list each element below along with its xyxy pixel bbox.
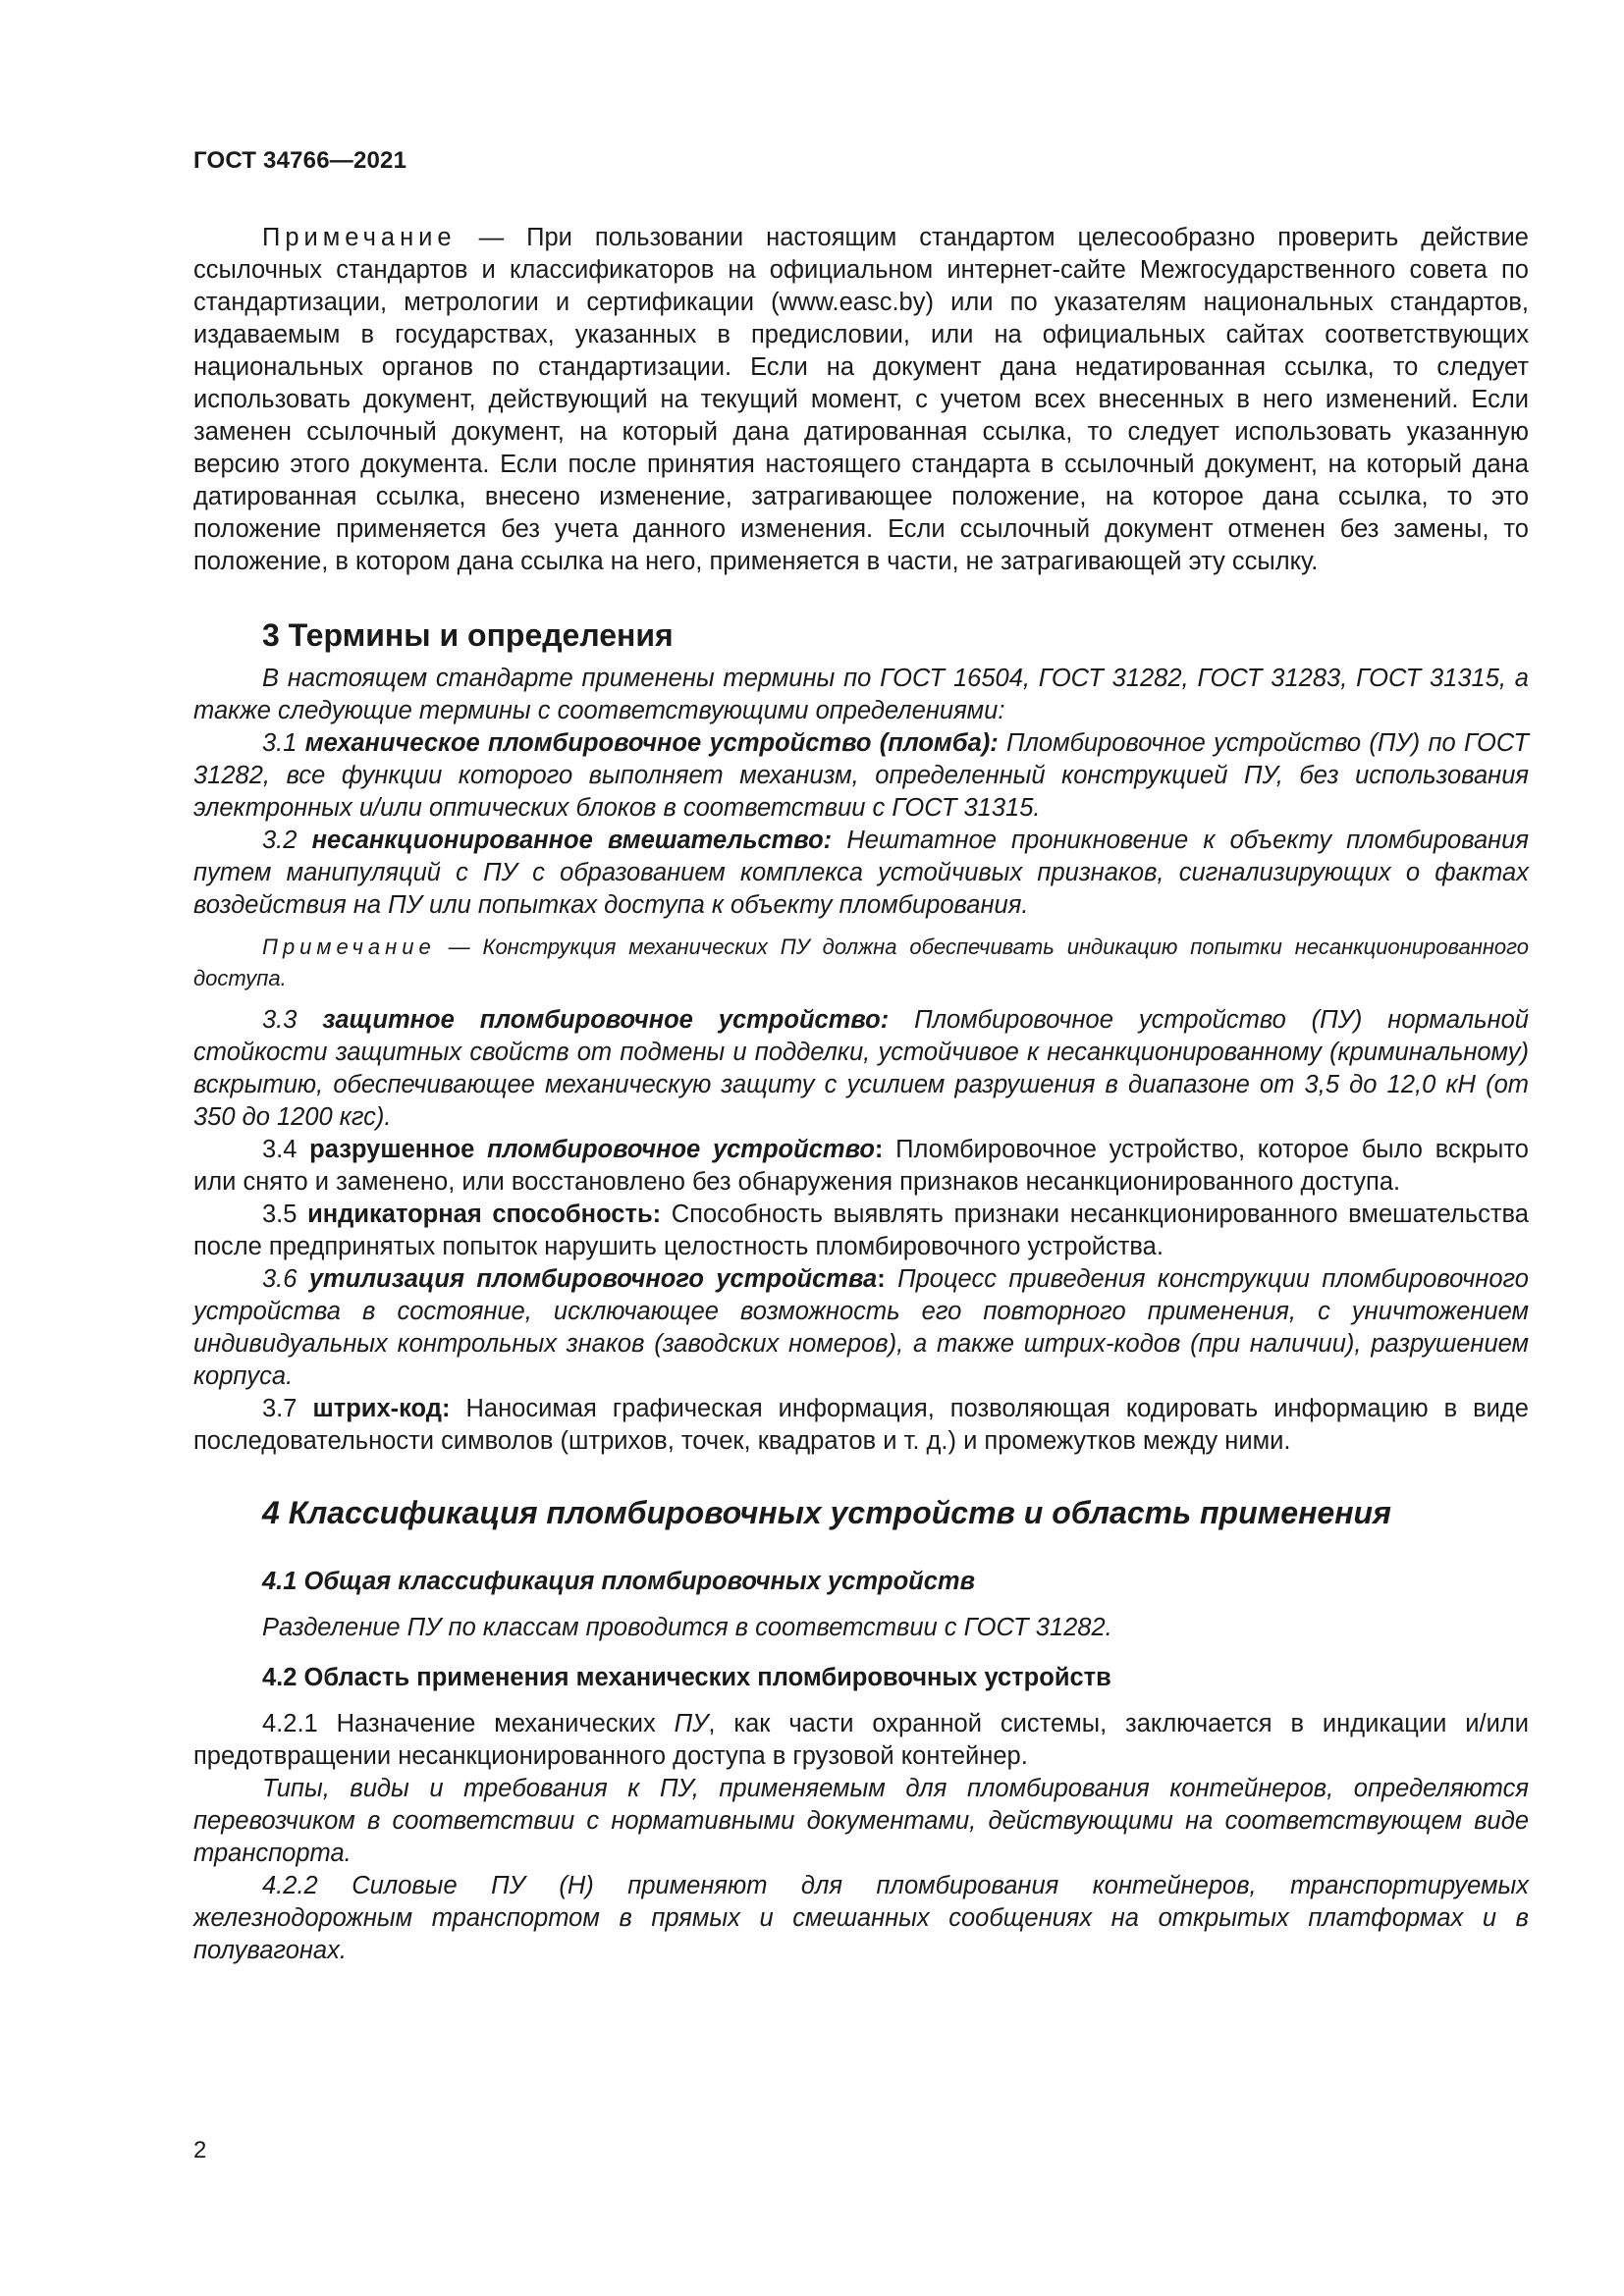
term-3-1-name: механическое пломбировочное устройство (пломба): [304, 729, 999, 757]
term-note: Примечание — Конструкция механических ПУ должна обеспечивать индикацию попытки несанкционированного доступа. [193, 934, 1529, 990]
section-4-title: 4 Классификация пломбировочных устройств и область применения [262, 1495, 1391, 1530]
subsection-4-2-title: 4.2 Область применения механических пломбировочных устройств [262, 1664, 1111, 1691]
subsection-4-1-text: Разделение ПУ по классам проводится в соответствии с ГОСТ 31282. [262, 1614, 1112, 1641]
term-3-5-name: индикаторная способность: [307, 1201, 662, 1228]
note-text: — При пользовании настоящим стандартом целесообразно проверить действие ссылочных стандартов и классификаторов на официальном интернет-сайте Межгосударственного совета по стандартизации, метрологии и сертификации (www.easc.by) или по указателям национальных стандартов, издаваемым в государствах, указанных в предисловии, или на официальных сайтах соответствующих национальных органов по стандартизации. Если на документ дана недатированная ссылка, то следует использовать документ, действующий на текущий момент, с учетом всех внесенных в него изменений. Если заменен ссылочный документ, на который дана датированная ссылка, то следует использовать указанную версию этого документа. Если после принятия настоящего стандарта в ссылочный документ, на который дана датированная ссылка, внесено изменение, затрагивающее положение, на которое дана ссылка, то это положение применяется без учета данного изменения. Если ссылочный документ отменен без замены, то положение, в котором дана ссылка на него, применяется в части, не затрагивающей эту ссылку. [193, 224, 1529, 575]
section-3-intro: В настоящем стандарте применены термины по ГОСТ 16504, ГОСТ 31282, ГОСТ 31283, ГОСТ 31315, а также следующие термины с соответствующими определениями: [193, 665, 1529, 724]
term-3-6-name: утилизация пломбировочного устройства [308, 1265, 878, 1293]
paragraph-4-2-1: 4.2.1 Назначение механических ПУ, как части охранной системы, заключается в индикации и/или предотвращении несанкционированного доступа в грузовой контейнер. [193, 1710, 1529, 1770]
paragraph-4-2-1-cont: Типы, виды и требования к ПУ, применяемым для пломбирования контейнеров, определяются перевозчиком в соответствии с нормативными документами, действующими на соответствующем виде транспорта. [193, 1775, 1529, 1867]
term-3-2-name: несанкционированное вмешательство: [311, 827, 833, 854]
term-3-3-name: защитное пломбировочное устройство: [322, 1006, 890, 1034]
term-3-5: 3.5 индикаторная способность: Способность выявлять признаки несанкционированного вмешательства после предпринятых попыток нарушить целостность пломбировочного устройства. [193, 1201, 1529, 1260]
note-label: Примечание [262, 224, 457, 251]
term-3-4-name-b: пломбировочное устройство [487, 1136, 875, 1163]
term-3-1: 3.1 механическое пломбировочное устройство (пломба): Пломбировочное устройство (ПУ) по ГОСТ 31282, все функции которого выполняет механизм, определенный конструкцией ПУ, без использования электронных и/или оптических блоков в соответствии с ГОСТ 31315. [193, 729, 1529, 822]
term-3-3: 3.3 защитное пломбировочное устройство: Пломбировочное устройство (ПУ) нормальной стойкости защитных свойств от подмены и подделки, устойчивое к несанкционированному (криминальному) вскрытию, обеспечивающее механическую защиту с усилием разрушения в диапазоне от 3,5 до 12,0 кН (от 350 до 1200 кгс). [193, 1006, 1529, 1131]
term-3-2: 3.2 несанкционированное вмешательство: Нештатное проникновение к объекту пломбирования путем манипуляций с ПУ с образованием комплекса устойчивых признаков, сигнализирующих о фактах воздействия на ПУ или попытках доступа к объекту пломбирования. [193, 827, 1529, 919]
page-content [193, 222, 1529, 1967]
term-3-6: 3.6 утилизация пломбировочного устройства: Процесс приведения конструкции пломбировочного устройства в состояние, исключающее возможность его повторного применения, с уничтожением индивидуальных контрольных знаков (заводских номеров), а также штрих-кодов (при наличии), разрушением корпуса. [193, 1265, 1529, 1390]
term-3-4-name-a: разрушенное [309, 1136, 488, 1163]
subsection-4-1-title: 4.1 Общая классификация пломбировочных устройств [262, 1568, 976, 1595]
term-3-7-name: штрих-код: [312, 1395, 451, 1422]
paragraph-4-2-2: 4.2.2 Силовые ПУ (Н) применяют для пломбирования контейнеров, транспортируемых железнодорожным транспортом в прямых и смешанных сообщениях на открытых платформах и в полувагонах. [193, 1872, 1529, 1964]
term-3-4: 3.4 разрушенное пломбировочное устройство: Пломбировочное устройство, которое было вскрыто или снято и заменено, или восстановлено без обнаружения признаков несанкционированного доступа. [193, 1136, 1529, 1196]
note-paragraph [193, 222, 1529, 578]
document-header: ГОСТ 34766—2021 [193, 147, 407, 174]
term-3-7: 3.7 штрих-код: Наносимая графическая информация, позволяющая кодировать информацию в виде последовательности символов (штрихов, точек, квадратов и т. д.) и промежутков между ними. [193, 1395, 1529, 1455]
page-number: 2 [193, 2137, 207, 2163]
section-3-title: 3 Термины и определения [262, 617, 674, 653]
